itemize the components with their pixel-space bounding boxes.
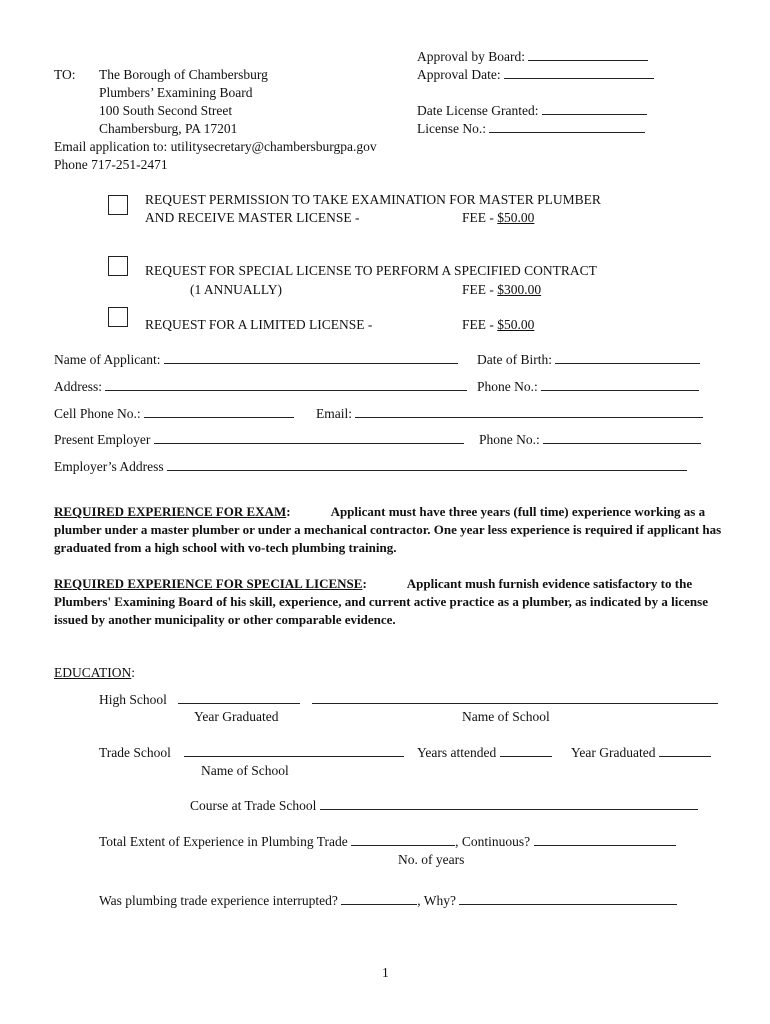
interrupted-line[interactable] (341, 892, 417, 905)
approval-by-board-field[interactable] (417, 48, 648, 65)
trade-year-graduated-label: Year Graduated (571, 745, 656, 760)
high-school-label: High School (99, 692, 167, 707)
interrupted-field[interactable] (99, 892, 677, 909)
total-experience-field[interactable] (99, 833, 676, 850)
phone-field[interactable] (477, 378, 699, 395)
education-heading (54, 664, 135, 681)
trade-year-graduated-field[interactable] (571, 744, 711, 761)
fee-label: FEE - (462, 210, 498, 225)
special-experience-text: satisfactory to the Plumbers' Examining Board of his skill, experience, and current active practice as a plumber, as indicated by a license issued by another municipality or other comparable evidence. (54, 576, 708, 627)
limited-license-checkbox[interactable] (108, 307, 128, 327)
name-of-school-caption: Name of School (462, 709, 550, 724)
page-number: 1 (382, 965, 389, 980)
request-3-line1: REQUEST FOR A LIMITED LICENSE - (145, 317, 373, 332)
request-1-line2: AND RECEIVE MASTER LICENSE - (145, 210, 360, 225)
address-label: Address: (54, 379, 102, 394)
trade-school-name-input[interactable] (184, 744, 404, 761)
license-no-label: License No.: (417, 121, 486, 136)
employer-line[interactable] (154, 431, 464, 444)
course-label: Course at Trade School (190, 798, 317, 813)
approval-date-field[interactable] (417, 66, 654, 83)
dob-field[interactable] (477, 351, 700, 368)
employer-phone-field[interactable] (479, 431, 701, 448)
why-label: , Why? (417, 893, 456, 908)
fee-label: FEE - (462, 317, 498, 332)
course-field[interactable] (190, 797, 698, 814)
cell-phone-label: Cell Phone No.: (54, 406, 141, 421)
special-experience-lead: Applicant mush furnish evidence (406, 576, 590, 591)
course-line[interactable] (320, 797, 698, 810)
fee-amount: $50.00 (497, 210, 535, 225)
cell-phone-line[interactable] (144, 405, 294, 418)
license-no-field[interactable] (417, 120, 645, 137)
exam-experience-heading: REQUIRED EXPERIENCE FOR EXAM (54, 504, 287, 519)
request-3-fee (462, 316, 534, 333)
email-line[interactable] (355, 405, 703, 418)
address-field[interactable] (54, 378, 467, 395)
phone-label: Phone No.: (477, 379, 538, 394)
employer-address-line[interactable] (167, 458, 687, 471)
year-graduated-caption: Year Graduated (194, 709, 279, 724)
total-experience-line[interactable] (351, 833, 455, 846)
fee-label: FEE - (462, 282, 498, 297)
dob-label: Date of Birth: (477, 352, 552, 367)
approval-by-board-label: Approval by Board: (417, 49, 525, 64)
employer-address-label: Employer’s Address (54, 459, 164, 474)
master-plumber-checkbox[interactable] (108, 195, 128, 215)
education-heading-text: EDUCATION (54, 665, 132, 680)
applicant-name-line[interactable] (164, 351, 458, 364)
special-experience-colon: : (362, 576, 367, 591)
total-experience-label: Total Extent of Experience in Plumbing Trade (99, 834, 348, 849)
email-label: Email: (316, 406, 352, 421)
approval-by-board-line[interactable] (528, 48, 648, 61)
years-attended-field[interactable] (417, 744, 552, 761)
phone-line: Phone 717-251-2471 (54, 157, 168, 172)
phone-line-input[interactable] (541, 378, 699, 391)
request-1-line1: REQUEST PERMISSION TO TAKE EXAMINATION FOR MASTER PLUMBER (145, 192, 601, 207)
no-of-years-caption: No. of years (398, 852, 465, 867)
exam-experience-text: working as a plumber under a master plumber or under a mechanical contractor. One year less experience is required if applicant has graduated from a high school with vo-tech plumbing training. (54, 504, 722, 555)
exam-experience-paragraph (54, 503, 722, 557)
request-1-fee (462, 209, 534, 226)
special-license-checkbox[interactable] (108, 256, 128, 276)
dob-line[interactable] (555, 351, 700, 364)
trade-year-graduated-line[interactable] (659, 744, 711, 757)
employer-label: Present Employer (54, 432, 151, 447)
cell-phone-field[interactable] (54, 405, 294, 422)
approval-date-line[interactable] (504, 66, 654, 79)
trade-school-label: Trade School (99, 745, 171, 760)
request-2-line1: REQUEST FOR SPECIAL LICENSE TO PERFORM A SPECIFIED CONTRACT (145, 263, 597, 278)
date-license-granted-line[interactable] (542, 102, 647, 115)
address-line-4: Chambersburg, PA 17201 (99, 121, 238, 136)
continuous-line[interactable] (534, 833, 676, 846)
employer-phone-label: Phone No.: (479, 432, 540, 447)
high-school-name-input[interactable] (312, 691, 718, 708)
applicant-name-field[interactable] (54, 351, 458, 368)
request-2-fee (462, 281, 541, 298)
fee-amount: $50.00 (497, 317, 535, 332)
employer-phone-line[interactable] (543, 431, 701, 444)
date-license-granted-field[interactable] (417, 102, 647, 119)
special-experience-paragraph (54, 575, 722, 629)
interrupted-label: Was plumbing trade experience interrupted? (99, 893, 338, 908)
applicant-name-label: Name of Applicant: (54, 352, 161, 367)
exam-experience-colon: : (286, 504, 291, 519)
education-colon: : (131, 665, 136, 680)
address-line-1: The Borough of Chambersburg (99, 67, 268, 82)
high-school-year-input[interactable] (178, 691, 300, 708)
employer-field[interactable] (54, 431, 464, 448)
address-line-3: 100 South Second Street (99, 103, 233, 118)
license-no-line[interactable] (489, 120, 645, 133)
request-2-line2: (1 ANNUALLY) (190, 282, 283, 297)
continuous-label: , Continuous? (455, 834, 531, 849)
years-attended-label: Years attended (417, 745, 497, 760)
employer-address-field[interactable] (54, 458, 687, 475)
why-line[interactable] (459, 892, 677, 905)
email-field[interactable] (316, 405, 703, 422)
exam-experience-lead: Applicant must have three years (full time) experience (330, 504, 632, 519)
years-attended-line[interactable] (500, 744, 552, 757)
special-experience-heading: REQUIRED EXPERIENCE FOR SPECIAL LICENSE (54, 576, 363, 591)
date-license-granted-label: Date License Granted: (417, 103, 539, 118)
to-label: TO: (54, 67, 76, 82)
fee-amount: $300.00 (497, 282, 542, 297)
trade-name-of-school-caption: Name of School (201, 763, 289, 778)
email-instruction: Email application to: utilitysecretary@chambersburgpa.gov (54, 139, 377, 154)
address-line-2: Plumbers’ Examining Board (99, 85, 253, 100)
approval-date-label: Approval Date: (417, 67, 501, 82)
address-line[interactable] (105, 378, 467, 391)
